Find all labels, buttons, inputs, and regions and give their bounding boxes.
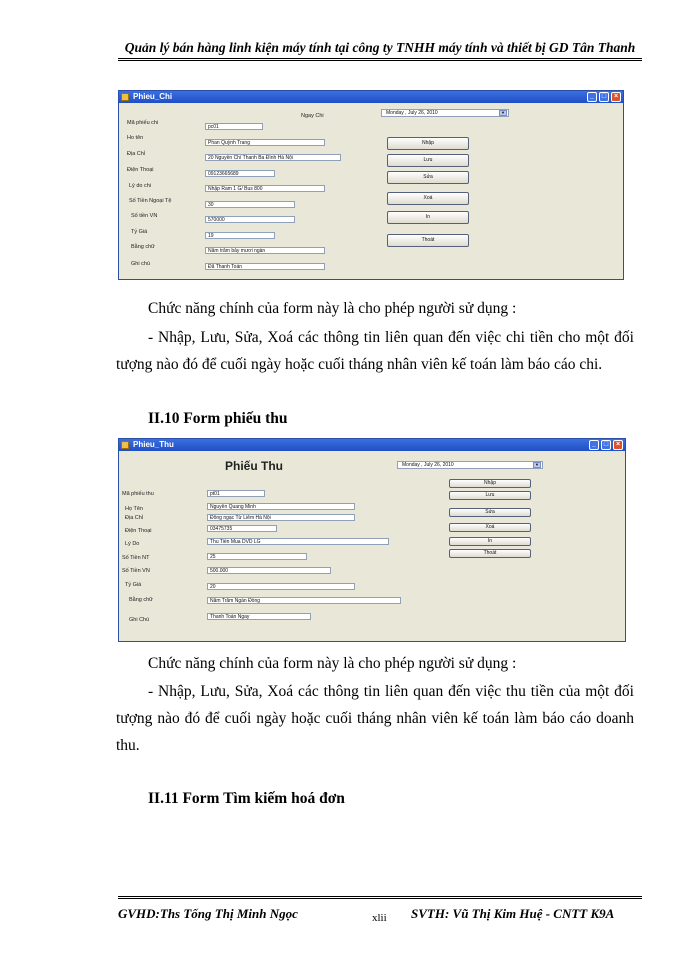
heading-form-phieu-thu: II.10 Form phiếu thu	[148, 410, 288, 427]
ly-do-chi-field[interactable]: Nhập Ram 1 G/ Bus 800	[205, 185, 325, 192]
dien-thoai-field[interactable]: 03475735	[207, 525, 277, 532]
chevron-down-icon[interactable]: ▼	[533, 462, 541, 468]
paragraph-thu-functions: - Nhập, Lưu, Sửa, Xoá các thông tin liên quan đến việc thu tiền của một đối tượng nào đó để cuối ngày hoặc cuối tháng nhân viên kế toán làm báo cáo doanh thu.	[116, 683, 634, 754]
paragraph-chi-functions: - Nhập, Lưu, Sửa, Xoá các thông tin liên quan đến việc chi tiền cho một đối tượng nào đó để cuối ngày hoặc cuối tháng nhân viên kế toán làm báo cáo chi.	[116, 329, 634, 373]
sua-button[interactable]: Sửa	[449, 508, 531, 517]
thoat-button[interactable]: Thoát	[449, 549, 531, 558]
label-ty-gia: Tỷ Giá	[131, 229, 148, 235]
footer-student: SVTH: Vũ Thị Kim Huệ - CNTT K9A	[411, 906, 615, 921]
so-tien-nt-field[interactable]: 25	[207, 553, 307, 560]
page-header: Quản lý bán hàng linh kiện máy tính tại công ty TNHH máy tính và thiết bị GD Tân Thanh	[124, 40, 636, 55]
dia-chi-field[interactable]: Đông ngạc Từ Liêm Hà Nội	[207, 514, 355, 521]
so-tien-vn-field[interactable]: 500.000	[207, 567, 331, 574]
label-dien-thoai: Điện Thoại	[125, 528, 152, 534]
label-ho-ten: Ho tên	[127, 135, 144, 141]
minimize-icon[interactable]: _	[589, 440, 599, 450]
ly-do-field[interactable]: Thu Tiền Mua DVD LG	[207, 538, 389, 545]
label-ma-phieu-chi: Mã phiếu chi	[127, 120, 159, 126]
date-label: Ngay Chi	[301, 113, 324, 119]
label-dia-chi: Địa Chỉ	[125, 515, 144, 521]
chevron-down-icon[interactable]: ▼	[499, 110, 507, 116]
label-ghi-chu: Ghi Chú	[129, 617, 150, 623]
minimize-icon[interactable]: _	[587, 92, 597, 102]
nhap-button[interactable]: Nhập	[449, 479, 531, 488]
so-tien-ngoai-te-field[interactable]: 30	[205, 201, 295, 208]
phieu-thu-window	[118, 438, 626, 642]
heading-form-tim-kiem: II.11 Form Tìm kiếm hoá đơn	[148, 790, 345, 807]
label-bang-chu: Bằng chữ	[129, 597, 153, 603]
header-rule	[118, 58, 642, 63]
ty-gia-field[interactable]: 19	[205, 232, 275, 239]
maximize-icon[interactable]: □	[599, 92, 609, 102]
ma-phieu-chi-field[interactable]: pc01	[205, 123, 263, 130]
ty-gia-field[interactable]: 20	[207, 583, 355, 590]
label-ghi-chu: Ghi chú	[131, 261, 150, 267]
label-so-tien-vn: Số Tiền VN	[122, 568, 150, 574]
xoa-button[interactable]: Xoá	[449, 523, 531, 532]
xoa-button[interactable]: Xoá	[387, 192, 469, 205]
phieu-chi-titlebar[interactable]	[119, 91, 623, 103]
window-title: Phieu_Chi	[133, 92, 173, 101]
footer-instructor: GVHD:Ths Tống Thị Minh Ngọc	[118, 906, 298, 921]
ghi-chu-field[interactable]: Đã Thanh Toán	[205, 263, 325, 270]
form-title: Phiếu Thu	[225, 459, 283, 473]
close-icon[interactable]: ×	[613, 440, 623, 450]
label-so-tien-vn: Số tiền VN	[131, 213, 158, 219]
app-icon	[121, 441, 129, 449]
label-ma-phieu-thu: Mã phiếu thu	[122, 491, 154, 497]
in-button[interactable]: In	[449, 537, 531, 546]
ghi-chu-field[interactable]: Thanh Toán Ngay	[207, 613, 311, 620]
sua-button[interactable]: Sửa	[387, 171, 469, 184]
page-number: xlii	[372, 912, 387, 924]
label-dia-chi: Địa Chỉ	[127, 151, 146, 157]
bang-chu-field[interactable]: Năm Trăm Ngàn Đồng	[207, 597, 401, 604]
thoat-button[interactable]: Thoát	[387, 234, 469, 247]
ma-phieu-thu-field[interactable]: pt01	[207, 490, 265, 497]
bang-chu-field[interactable]: Năm trăm bảy mươi ngàn	[205, 247, 325, 254]
label-ly-do-chi: Lý do chi	[129, 183, 152, 189]
app-icon	[121, 93, 129, 101]
so-tien-vn-field[interactable]: 570000	[205, 216, 295, 223]
label-ty-gia: Tỷ Giá	[125, 582, 142, 588]
phieu-chi-window	[118, 90, 624, 280]
label-ho-ten: Họ Tên	[125, 506, 143, 512]
label-dien-thoai: Điện Thoại	[127, 167, 154, 173]
date-value: Monday , July 26, 2010	[386, 110, 438, 116]
date-picker[interactable]	[381, 109, 509, 117]
phieu-thu-titlebar[interactable]	[119, 439, 625, 451]
paragraph-thu-intro: Chức năng chính của form này là cho phép người sử dụng :	[148, 655, 517, 672]
paragraph-chi-intro: Chức năng chính của form này là cho phép người sử dụng :	[148, 300, 517, 317]
ho-ten-field[interactable]: Nguyễn Quang Minh	[207, 503, 355, 510]
label-so-tien-nt: Số Tiền NT	[122, 555, 150, 561]
dien-thoai-field[interactable]: 09123665689	[205, 170, 275, 177]
date-picker[interactable]	[397, 461, 543, 469]
ho-ten-field[interactable]: Phan Quỳnh Trang	[205, 139, 325, 146]
in-button[interactable]: In	[387, 211, 469, 224]
dia-chi-field[interactable]: 20 Nguyễn Chí Thanh Ba Đình Hà Nội	[205, 154, 341, 161]
label-so-tien-ngoai-te: Số Tiền Ngoại Tệ	[129, 198, 172, 204]
date-value: Monday , July 26, 2010	[402, 462, 454, 468]
window-title: Phieu_Thu	[133, 440, 174, 449]
nhap-button[interactable]: Nhập	[387, 137, 469, 150]
footer-rule	[118, 896, 642, 901]
luu-button[interactable]: Lưu	[449, 491, 531, 500]
luu-button[interactable]: Lưu	[387, 154, 469, 167]
close-icon[interactable]: ×	[611, 92, 621, 102]
label-ly-do: Lý Do	[125, 541, 140, 547]
label-bang-chu: Bằng chữ	[131, 244, 155, 250]
maximize-icon[interactable]: □	[601, 440, 611, 450]
